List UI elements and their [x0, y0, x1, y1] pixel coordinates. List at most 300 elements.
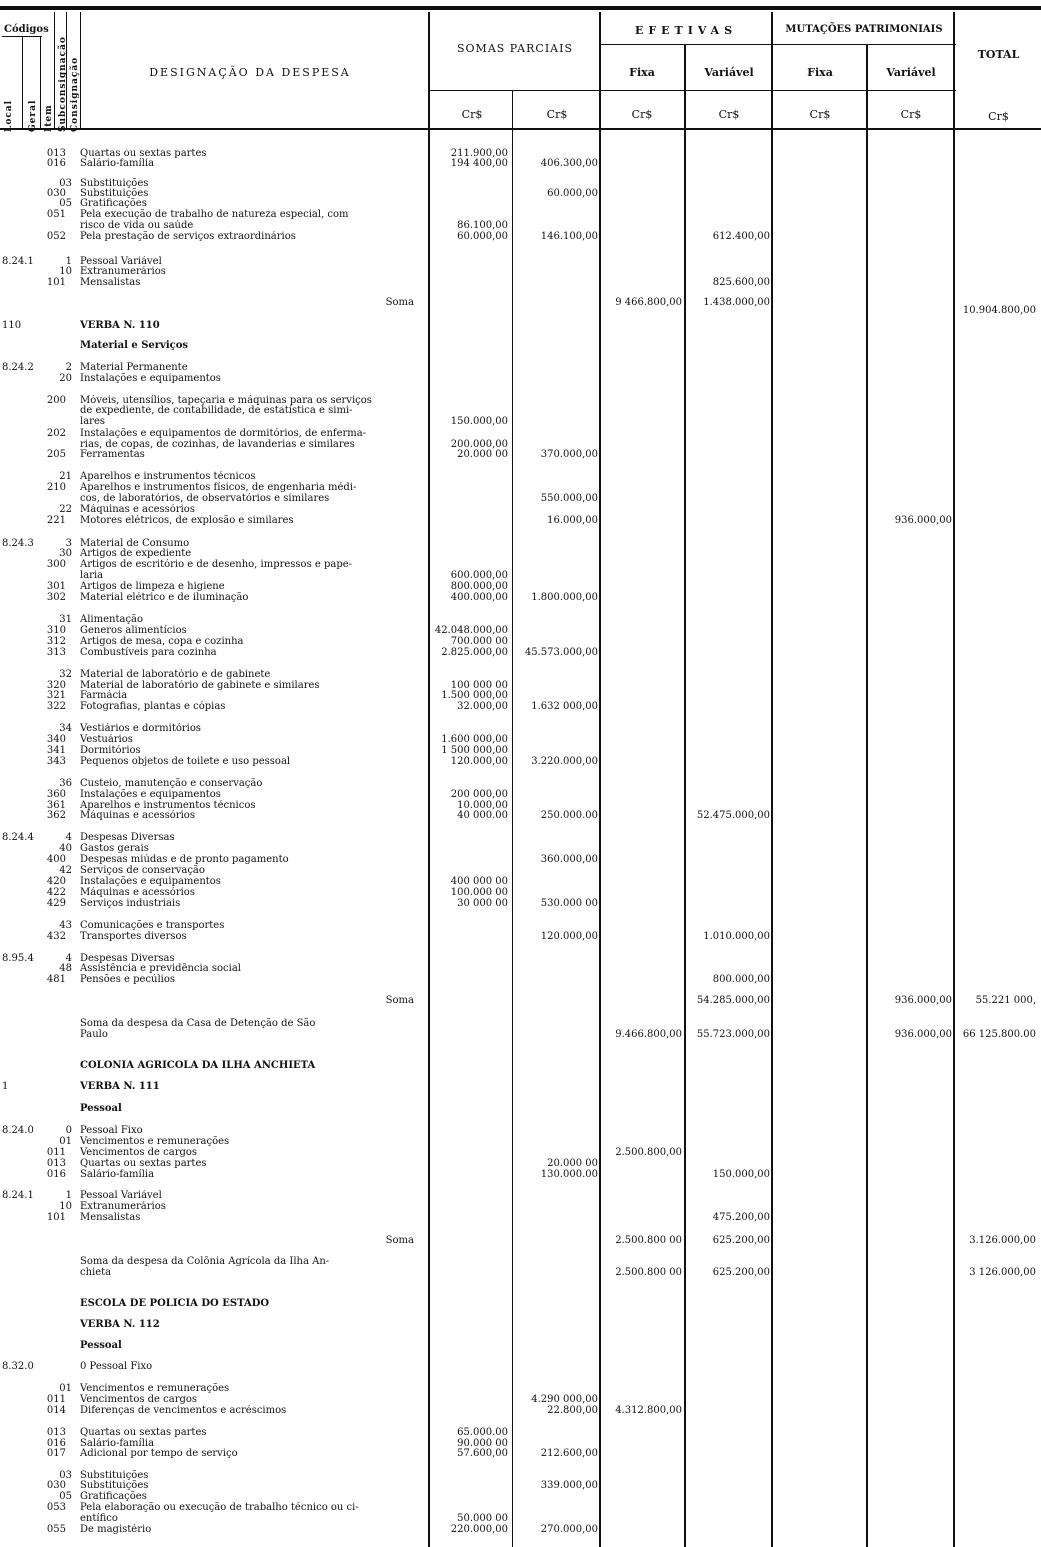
amount-c1: 200 000,00: [450, 789, 508, 800]
item-code: 20: [59, 373, 72, 384]
amount-c4: 800.000,00: [712, 974, 770, 985]
item-code: 301: [46, 581, 66, 592]
table-header: [0, 12, 1041, 130]
amount-c4: 150.000,00: [712, 1169, 770, 1180]
item-code: 0: [65, 1125, 72, 1136]
amount-c2: 1.800.000,00: [531, 592, 598, 603]
currency-label: Cr$: [900, 108, 922, 121]
amount-c1: 42.048.000,00: [434, 625, 508, 636]
item-code: 013: [46, 1427, 66, 1438]
expense-description: Serviços industriais: [80, 898, 181, 909]
expense-description: Vestuários: [80, 734, 133, 745]
expense-description: Substituições: [80, 1470, 149, 1481]
amount-c7: 66 125.800.00: [962, 1029, 1036, 1040]
table-row: [0, 1060, 1041, 1072]
item-code: 4: [65, 832, 72, 843]
table-row: [0, 1361, 1041, 1373]
item-code: 013: [46, 148, 66, 159]
item-code: 017: [46, 1448, 66, 1459]
table-row: [0, 1319, 1041, 1331]
expense-description: Instalações e equipamentos: [80, 876, 221, 887]
amount-c2: 120.000,00: [540, 931, 598, 942]
table-row: [0, 515, 1041, 527]
expense-description: Farmácia: [80, 690, 128, 701]
expense-description: Quartas ou sextas partes: [80, 1427, 207, 1438]
amount-c7: 3 126.000,00: [969, 1267, 1036, 1278]
amount-c1: 32.000,00: [457, 701, 508, 712]
expense-description: Despesas Diversas: [80, 832, 175, 843]
currency-label: Cr$: [718, 108, 740, 121]
item-code: 32: [59, 669, 72, 680]
amount-c1: 400.000,00: [450, 592, 508, 603]
header-subconsignacao: Subconsignação: [58, 36, 68, 132]
header-efetivas: EFETIVAS: [634, 24, 738, 37]
currency-label: Cr$: [546, 108, 568, 121]
expense-description: Instalações e equipamentos de dormitórios, de enferma-: [80, 428, 367, 439]
currency-label: Cr$: [461, 108, 483, 121]
expense-description: Despesas Diversas: [80, 953, 175, 964]
table-row: [0, 1340, 1041, 1352]
header-mutacoes: MUTAÇÕES PATRIMONIAIS: [785, 24, 943, 35]
item-code: 31: [59, 614, 72, 625]
item-code: 051: [46, 209, 66, 220]
item-code: 013: [46, 1158, 66, 1169]
amount-c1: 800.000,00: [450, 581, 508, 592]
amount-c3: 2.500.800,00: [615, 1147, 682, 1158]
expense-description: Vencimentos de cargos: [80, 1147, 198, 1158]
expense-description: chieta: [80, 1267, 112, 1278]
col-line: [22, 36, 23, 128]
amount-c2: 20.000 00: [547, 1158, 598, 1169]
section-heading: COLONIA AGRÍCOLA DA ILHA ANCHIETA: [80, 1060, 316, 1071]
local-code: 8.24.0: [2, 1125, 34, 1136]
item-code: 360: [46, 789, 66, 800]
item-code: 341: [46, 745, 66, 756]
expense-description: Paulo: [80, 1029, 108, 1040]
expense-description: Mensalistas: [80, 1212, 141, 1223]
item-code: 205: [46, 449, 66, 460]
expense-description: lares: [80, 416, 105, 427]
amount-c1: 1.500 000,00: [441, 690, 508, 701]
expense-description: 0 Pessoal Fixo: [80, 1361, 153, 1372]
item-code: 101: [46, 277, 66, 288]
table-row: [0, 974, 1041, 986]
item-code: 030: [46, 1480, 66, 1491]
expense-description: Móveis, utensílios, tapeçaria e máquinas para os serviços: [80, 395, 372, 406]
expense-description: Extranumerários: [80, 1201, 166, 1212]
amount-c2: 1.632 000,00: [531, 701, 598, 712]
table-row: [0, 1103, 1041, 1115]
table-row: [0, 1448, 1041, 1460]
amount-c2: 370.000,00: [540, 449, 598, 460]
item-code: 016: [46, 1169, 66, 1180]
top-double-rule: [0, 6, 1041, 10]
item-code: 01: [59, 1383, 72, 1394]
expense-description: Pela prestação de serviços extraordinários: [80, 231, 296, 242]
item-code: 21: [59, 471, 72, 482]
item-code: 22: [59, 504, 72, 515]
expense-description: Salário-família: [80, 1169, 155, 1180]
expense-description: Aparelhos e instrumentos físicos, de engenharia médi-: [80, 482, 357, 493]
expense-description: Material Permanente: [80, 362, 188, 373]
item-code: 321: [46, 690, 66, 701]
item-code: 01: [59, 1136, 72, 1147]
expense-description: entífico: [80, 1513, 118, 1524]
amount-c1: 100 000 00: [450, 680, 508, 691]
amount-c2: 3.220.000,00: [531, 756, 598, 767]
item-code: 10: [59, 1201, 72, 1212]
item-code: 016: [46, 1438, 66, 1449]
item-code: 30: [59, 548, 72, 559]
expense-description: Máquinas e acessórios: [80, 810, 195, 821]
item-code: 030: [46, 188, 66, 199]
item-code: 05: [59, 1491, 72, 1502]
currency-label: Cr$: [809, 108, 831, 121]
header-item: Item: [44, 104, 54, 132]
item-code: 429: [46, 898, 66, 909]
item-code: 361: [46, 800, 66, 811]
item-code: 302: [46, 592, 66, 603]
local-code: 8.24.1: [2, 256, 34, 267]
amount-c4: 52.475.000,00: [696, 810, 770, 821]
expense-description: Material de laboratório de gabinete e similares: [80, 680, 320, 691]
item-code: 014: [46, 1405, 66, 1416]
expense-description: Pela elaboração ou execução de trabalho técnico ou ci-: [80, 1502, 359, 1513]
amount-c1: 90.000 00: [457, 1438, 508, 1449]
amount-c1: 1 500 000,00: [441, 745, 508, 756]
item-code: 481: [46, 974, 66, 985]
expense-description: Substituições: [80, 188, 149, 199]
expense-description: Transportes diversos: [80, 931, 187, 942]
amount-c4: 55.723.000,00: [696, 1029, 770, 1040]
item-code: 052: [46, 231, 66, 242]
local-code: 8.24.2: [2, 362, 34, 373]
table-row: [0, 810, 1041, 822]
expense-description: Pensões e pecúlios: [80, 974, 176, 985]
expense-description: Serviços de conservação: [80, 865, 205, 876]
amount-c2: 212.600,00: [540, 1448, 598, 1459]
header-somas-parciais: SOMAS PARCIAIS: [457, 42, 573, 55]
table-row: [0, 231, 1041, 243]
amount-c1: 120.000,00: [450, 756, 508, 767]
item-code: 400: [46, 854, 66, 865]
amount-c7: 10.904.800,00: [962, 305, 1036, 316]
amount-c1: 200.000,00: [450, 439, 508, 450]
amount-c2: 360.000,00: [540, 854, 598, 865]
table-row: [0, 1298, 1041, 1310]
section-heading: VERBA N. 112: [80, 1319, 160, 1330]
local-code: 8.24.1: [2, 1190, 34, 1201]
header-codigos: Códigos: [4, 24, 49, 35]
table-row: [0, 449, 1041, 461]
amount-c2: 16.000,00: [547, 515, 598, 526]
amount-c4: 625.200,00: [712, 1235, 770, 1246]
expense-description: Despesas miúdas e de pronto pagamento: [80, 854, 289, 865]
amount-c1: 60.000,00: [457, 231, 508, 242]
item-code: 011: [46, 1394, 66, 1405]
amount-c2: 22.800,00: [547, 1405, 598, 1416]
amount-c4: 54.285.000,00: [696, 995, 770, 1006]
table-row: [0, 756, 1041, 768]
expense-description: Quartas ou sextas partes: [80, 1158, 207, 1169]
amount-c4: 475.200,00: [712, 1212, 770, 1223]
header-group-rule: [600, 44, 956, 45]
section-heading: VERBA N. 111: [80, 1081, 160, 1092]
amount-c2: 60.000,00: [547, 188, 598, 199]
amount-c3: 9.466.800,00: [615, 1029, 682, 1040]
amount-c2: 406.300,00: [540, 158, 598, 169]
soma-label: Soma: [385, 297, 414, 308]
item-code: 36: [59, 778, 72, 789]
col-line: [66, 12, 67, 128]
expense-description: Ferramentas: [80, 449, 145, 460]
table-row: [0, 1267, 1041, 1279]
amount-c1: 211.900,00: [450, 148, 508, 159]
table-row: [0, 1524, 1041, 1536]
amount-c1: 57.600,00: [457, 1448, 508, 1459]
table-row: [0, 1029, 1041, 1041]
item-code: 1: [65, 1190, 72, 1201]
header-efetivas-fixa: Fixa: [629, 66, 655, 79]
local-code: 1: [2, 1081, 9, 1092]
amount-c4: 1.010.000,00: [703, 931, 770, 942]
item-code: 42: [59, 865, 72, 876]
soma-label: Soma: [385, 1235, 414, 1246]
item-code: 053: [46, 1502, 66, 1513]
table-row: [0, 340, 1041, 352]
amount-c1: 30 000 00: [457, 898, 508, 909]
expense-description: Vencimentos de cargos: [80, 1394, 198, 1405]
section-heading: Material e Serviços: [80, 340, 189, 351]
item-code: 43: [59, 920, 72, 931]
expense-description: Artigos de limpeza e higiene: [80, 581, 225, 592]
table-row: [0, 647, 1041, 659]
expense-description: Vencimentos e remunerações: [80, 1383, 230, 1394]
expense-description: Combustíveis para cozinha: [80, 647, 217, 658]
expense-description: Extranumerários: [80, 266, 166, 277]
table-row: [0, 277, 1041, 289]
expense-description: laria: [80, 570, 104, 581]
amount-c6: 936.000,00: [894, 1029, 952, 1040]
amount-c7: 3.126.000,00: [969, 1235, 1036, 1246]
header-consignacao: Consignação: [70, 56, 80, 132]
expense-description: Salário-família: [80, 1438, 155, 1449]
expense-description: Gratificações: [80, 198, 147, 209]
expense-description: Instalações e equipamentos: [80, 373, 221, 384]
amount-c1: 1.600 000,00: [441, 734, 508, 745]
expense-description: Motores elétricos, de explosão e similares: [80, 515, 294, 526]
expense-description: Pessoal Fixo: [80, 1125, 143, 1136]
item-code: 340: [46, 734, 66, 745]
item-code: 4: [65, 953, 72, 964]
amount-c1: 400 000 00: [450, 876, 508, 887]
expense-description: Artigos de mesa, copa e cozinha: [80, 636, 244, 647]
expense-description: Material de Consumo: [80, 538, 190, 549]
item-code: 03: [59, 178, 72, 189]
amount-c2: 550.000,00: [540, 493, 598, 504]
local-code: 8.95.4: [2, 953, 34, 964]
item-code: 313: [46, 647, 66, 658]
expense-description: Fotografias, plantas e cópias: [80, 701, 226, 712]
amount-c4: 625.200,00: [712, 1267, 770, 1278]
amount-c2: 270.000,00: [540, 1524, 598, 1535]
expense-description: Soma da despesa da Colônia Agrícola da Ilha An-: [80, 1256, 330, 1267]
expense-description: Pessoal Variável: [80, 1190, 162, 1201]
col-line: [80, 12, 81, 128]
item-code: 34: [59, 723, 72, 734]
table-row: [0, 1169, 1041, 1181]
item-code: 48: [59, 963, 72, 974]
currency-label: Cr$: [988, 110, 1009, 123]
col-line: [40, 36, 41, 128]
amount-c1: 40 000.00: [457, 810, 508, 821]
expense-description: Substituições: [80, 178, 149, 189]
section-heading: Pessoal: [80, 1103, 122, 1114]
expense-description: Comunicações e transportes: [80, 920, 225, 931]
item-code: 05: [59, 198, 72, 209]
amount-c2: 250.000.00: [540, 810, 598, 821]
expense-description: Artigos de expediente: [80, 548, 192, 559]
item-code: 011: [46, 1147, 66, 1158]
amount-c1: 65.000.00: [457, 1427, 508, 1438]
amount-c4: 1.438.000,00: [703, 297, 770, 308]
expense-description: Custeio, manutenção e conservação: [80, 778, 263, 789]
expense-description: Aparelhos e instrumentos técnicos: [80, 471, 256, 482]
expense-description: Mensalistas: [80, 277, 141, 288]
expense-description: Material de laboratório e de gabinete: [80, 669, 271, 680]
item-code: 322: [46, 701, 66, 712]
table-row: [0, 898, 1041, 910]
amount-c1: 220.000,00: [450, 1524, 508, 1535]
amount-c2: 45.573.000,00: [524, 647, 598, 658]
currency-label: Cr$: [631, 108, 653, 121]
amount-c4: 612.400,00: [712, 231, 770, 242]
item-code: 310: [46, 625, 66, 636]
item-code: 10: [59, 266, 72, 277]
table-row: [0, 158, 1041, 170]
expense-description: Vencimentos e remunerações: [80, 1136, 230, 1147]
table-row: [0, 1081, 1041, 1093]
amount-c4: 825.600,00: [712, 277, 770, 288]
item-code: 422: [46, 887, 66, 898]
expense-description: Pessoal Variável: [80, 256, 162, 267]
table-row: [0, 320, 1041, 332]
amount-c3: 4.312.800,00: [615, 1405, 682, 1416]
amount-c1: 194 400,00: [450, 158, 508, 169]
item-code: 320: [46, 680, 66, 691]
table-row: [0, 373, 1041, 385]
header-mutacoes-fixa: Fixa: [807, 66, 833, 79]
amount-c7: 55.221 000,: [975, 995, 1036, 1006]
expense-description: Aparelhos e instrumentos técnicos: [80, 800, 256, 811]
expense-description: Gratificações: [80, 1491, 147, 1502]
header-geral: Geral: [28, 99, 38, 132]
item-code: 200: [46, 395, 66, 406]
expense-description: Pela execução de trabalho de natureza especial, com: [80, 209, 349, 220]
table-row: [0, 995, 1041, 1007]
item-code: 300: [46, 559, 66, 570]
item-code: 2: [65, 362, 72, 373]
local-code: 8.32.0: [2, 1361, 34, 1372]
amount-c2: 146.100,00: [540, 231, 598, 242]
item-code: 210: [46, 482, 66, 493]
header-efetivas-variavel: Variável: [704, 66, 754, 79]
local-code: 8.24.4: [2, 832, 34, 843]
expense-description: Vestiários e dormitórios: [80, 723, 201, 734]
table-row: [0, 931, 1041, 943]
expense-description: Instalações e equipamentos: [80, 789, 221, 800]
expense-description: Assistência e previdência social: [80, 963, 241, 974]
amount-c3: 2.500.800 00: [615, 1235, 682, 1246]
expense-description: cos, de laboratórios, de observatórios e similares: [80, 493, 330, 504]
header-designacao: DESIGNAÇÃO DA DESPESA: [149, 66, 351, 79]
item-code: 101: [46, 1212, 66, 1223]
item-code: 343: [46, 756, 66, 767]
amount-c6: 936.000,00: [894, 515, 952, 526]
expense-description: Artigos de escritório e de desenho, impressos e pape-: [80, 559, 353, 570]
item-code: 312: [46, 636, 66, 647]
item-code: 221: [46, 515, 66, 526]
expense-description: Dormitórios: [80, 745, 141, 756]
expense-description: Generos alimentícios: [80, 625, 187, 636]
expense-description: Diferenças de vencimentos e acréscimos: [80, 1405, 287, 1416]
item-code: 016: [46, 158, 66, 169]
expense-description: Pequenos objetos de toilete e uso pessoal: [80, 756, 291, 767]
item-code: 3: [65, 538, 72, 549]
expense-description: Gastos gerais: [80, 843, 149, 854]
expense-description: De magistério: [80, 1524, 152, 1535]
section-heading: Pessoal: [80, 1340, 122, 1351]
item-code: 202: [46, 428, 66, 439]
header-mutacoes-variavel: Variável: [886, 66, 936, 79]
header-bottom-rule: [0, 128, 1041, 130]
table-row: [0, 592, 1041, 604]
item-code: 420: [46, 876, 66, 887]
table-row: [0, 1235, 1041, 1247]
amount-c2: 130.000.00: [540, 1169, 598, 1180]
item-code: 1: [65, 256, 72, 267]
expense-description: Quartas ou sextas partes: [80, 148, 207, 159]
table-row: [0, 1405, 1041, 1417]
item-code: 03: [59, 1470, 72, 1481]
amount-c3: 2.500.800 00: [615, 1267, 682, 1278]
amount-c1: 86.100,00: [457, 220, 508, 231]
amount-c3: 9 466.800,00: [615, 297, 682, 308]
expense-description: Adicional por tempo de serviço: [80, 1448, 238, 1459]
item-code: 055: [46, 1524, 66, 1535]
expense-description: Alimentação: [80, 614, 144, 625]
amount-c2: 339.000,00: [540, 1480, 598, 1491]
expense-description: risco de vida ou saúde: [80, 220, 194, 231]
amount-c1: 50.000 00: [457, 1513, 508, 1524]
table-row: [0, 1212, 1041, 1224]
expense-description: Material elétrico e de iluminação: [80, 592, 249, 603]
col-line: [54, 12, 55, 128]
header-local: Local: [4, 99, 14, 132]
table-row: [0, 416, 1041, 428]
amount-c2: 4.290 000,00: [531, 1394, 598, 1405]
section-heading: VERBA N. 110: [80, 320, 160, 331]
expense-description: de expediente, de contabilidade, de estatística e simi-: [80, 405, 353, 416]
item-code: 40: [59, 843, 72, 854]
table-row: [0, 701, 1041, 713]
expense-description: Máquinas e acessórios: [80, 504, 195, 515]
amount-c1: 700.000 00: [450, 636, 508, 647]
section-heading: ESCOLA DE POLICIA DO ESTADO: [80, 1298, 270, 1309]
item-code: 432: [46, 931, 66, 942]
expense-description: Substituições: [80, 1480, 149, 1491]
amount-c1: 10.000,00: [457, 800, 508, 811]
